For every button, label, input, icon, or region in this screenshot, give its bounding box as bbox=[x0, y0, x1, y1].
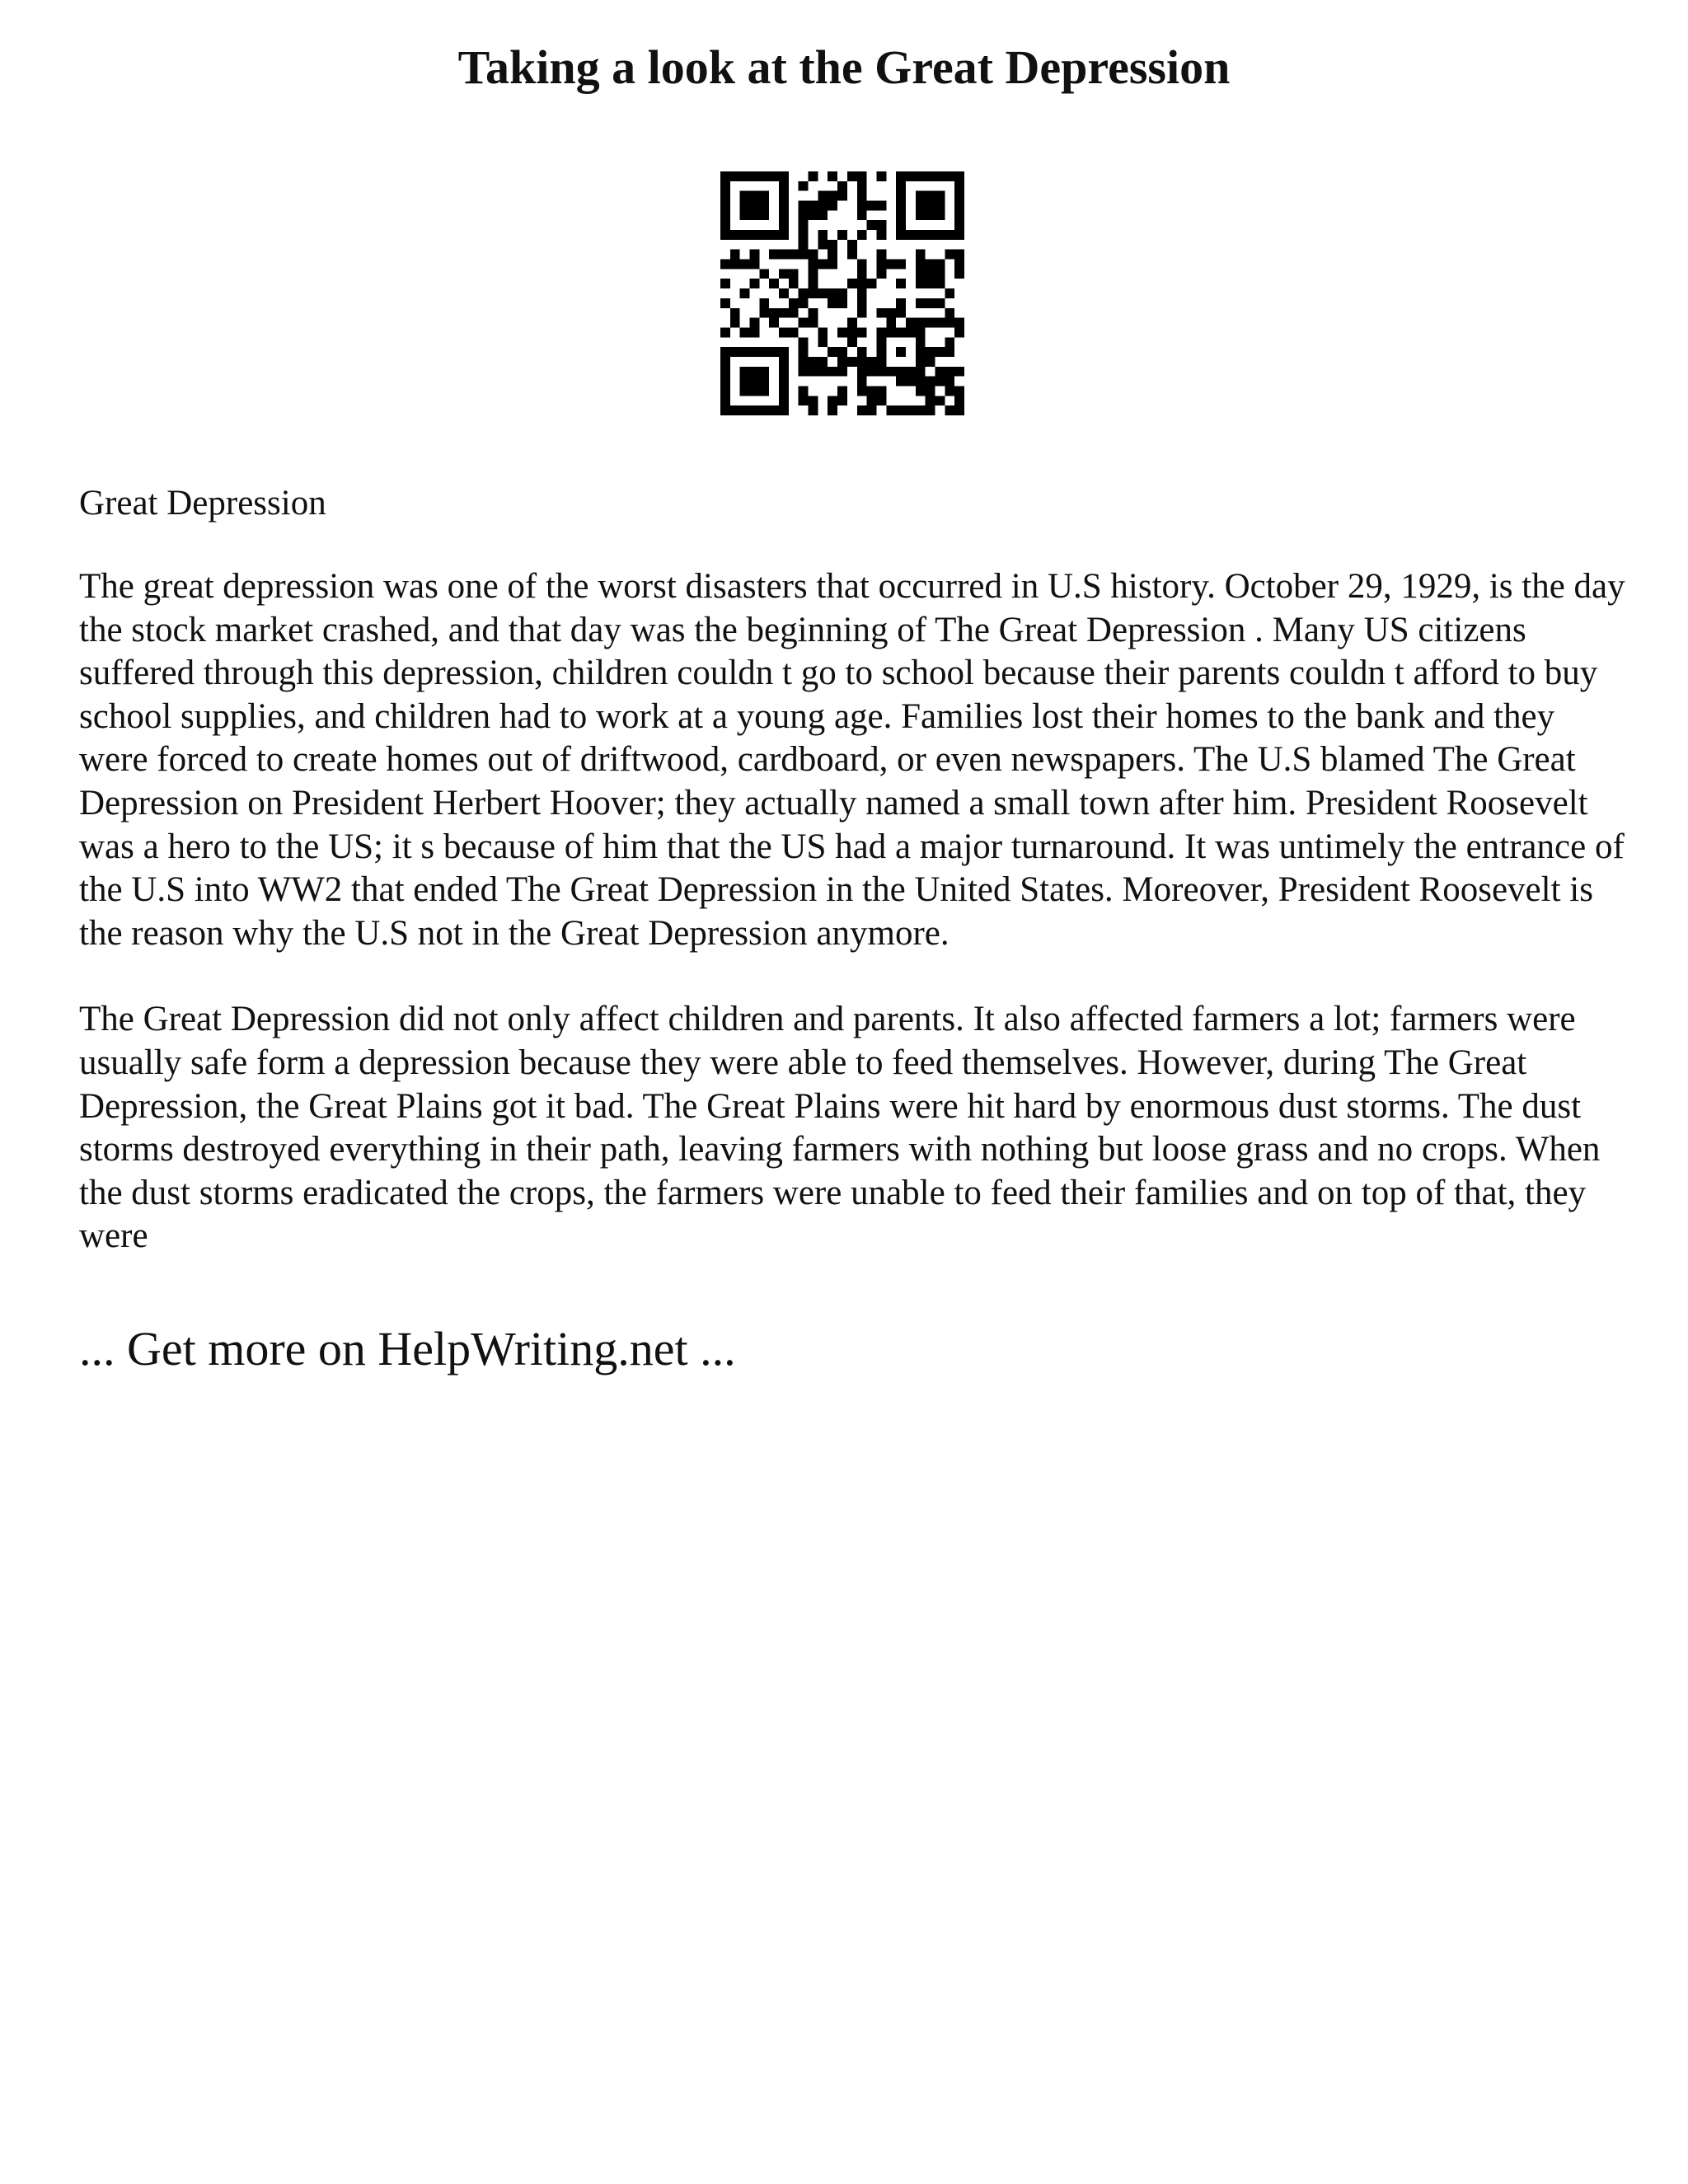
section-heading: Great Depression bbox=[79, 484, 326, 523]
paragraph-2: The Great Depression did not only affect children and parents. It also affected farmers a lot; farmers were usually safe form a depression because they were able to feed themselves. However, during The Great Depression, the Great Plains got it bad. The Great Plains were hit hard by enormous dust storms. The dust storms destroyed everything in their path, leaving farmers with nothing but loose grass and no crops. When the dust storms eradicated the crops, the farmers were unable to feed their families and on top of that, they were bbox=[79, 1000, 1601, 1256]
document-body bbox=[79, 480, 1629, 1379]
document-title: Taking a look at the Great Depression bbox=[457, 40, 1231, 94]
get-more-link[interactable]: ... Get more on HelpWriting.net ... bbox=[79, 1321, 736, 1376]
paragraph-1: The great depression was one of the worst disasters that occurred in U.S history. October 29, 1929, is the day the stock market crashed, and that day was the beginning of The Great Depression . Many US citizens suffered through this depression, children couldn t go to school because their parents couldn t afford to buy school supplies, and children had to work at a young age. Families lost their homes to the bank and they were forced to create homes out of driftwood, cardboard, or even newspapers. The U.S blamed The Great Depression on President Herbert Hoover; they actually named a small town after him. President Roosevelt was a hero to the US; it s because of him that the US had a major turnaround. It was untimely the entrance of the U.S into WW2 that ended The Great Depression in the United States. Moreover, President Roosevelt is the reason why the U.S not in the Great Depression anymore. bbox=[79, 567, 1625, 953]
qr-code-icon bbox=[720, 171, 964, 415]
